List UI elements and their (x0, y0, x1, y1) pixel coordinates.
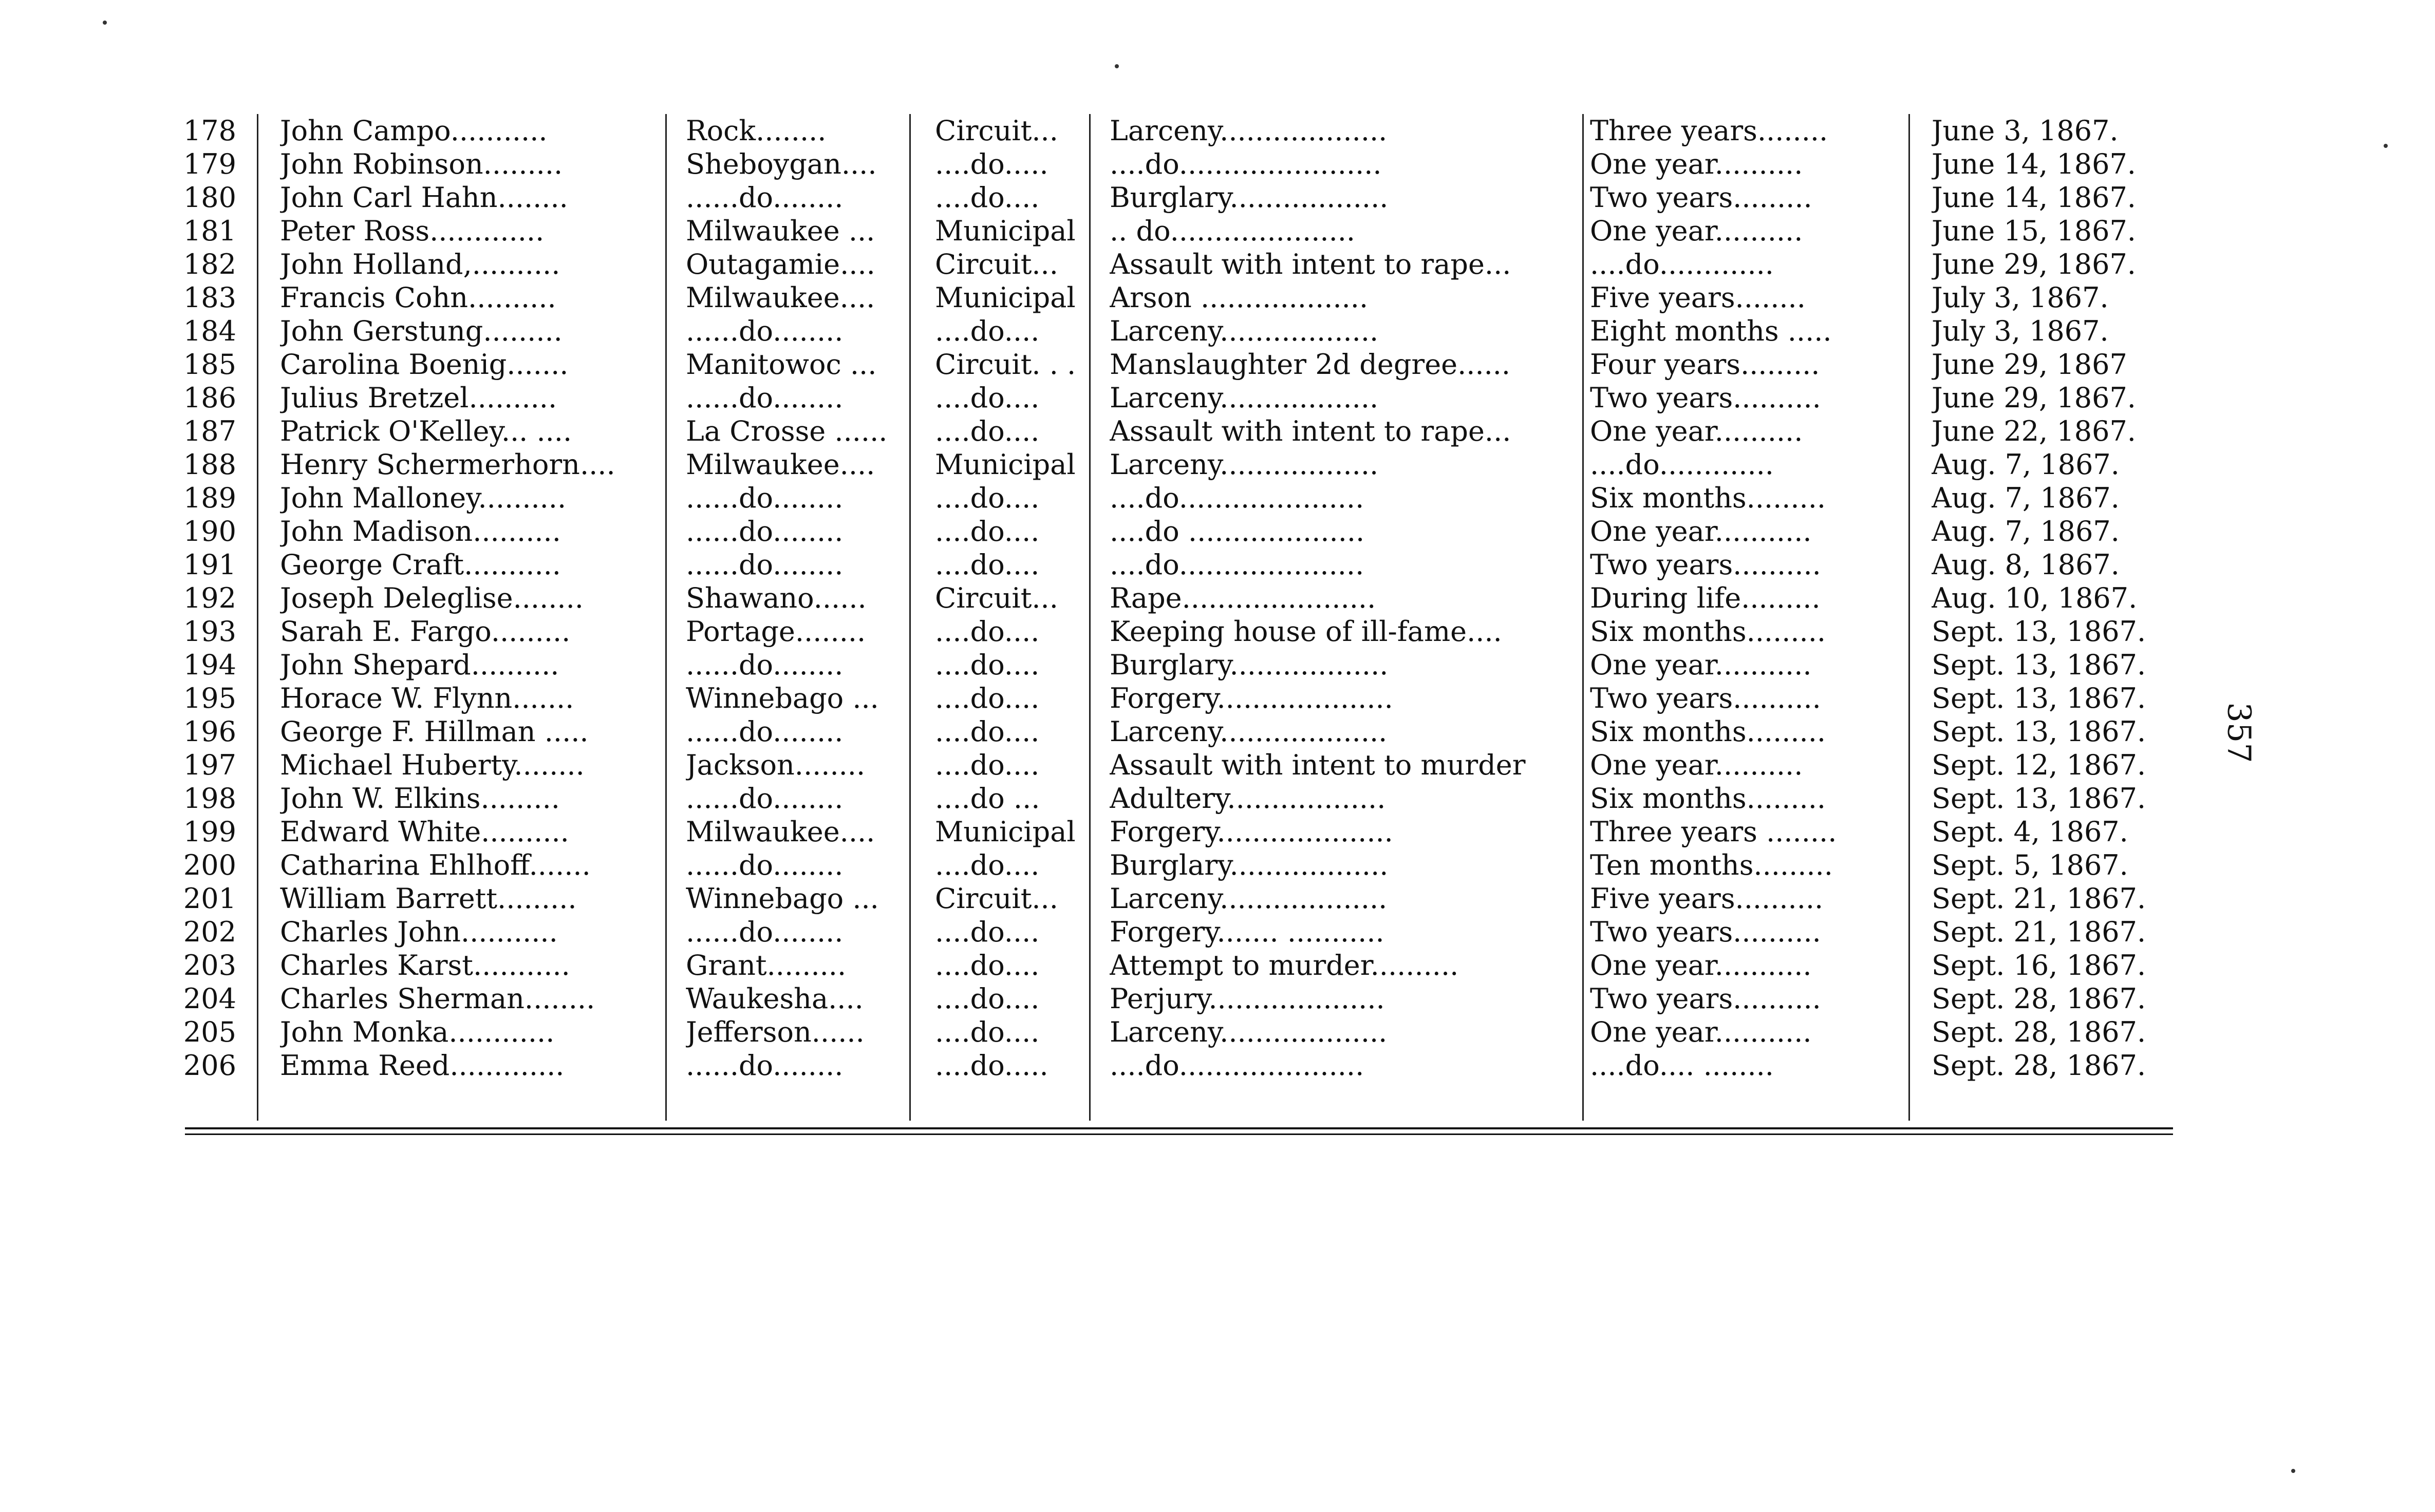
county: ......do........ (686, 916, 844, 948)
sentence-term: One year.......... (1590, 215, 1803, 247)
sentence-date: Aug. 7, 1867. (1932, 515, 2120, 547)
county: Winnebago ... (686, 682, 879, 714)
sentence-date: Aug. 7, 1867. (1932, 482, 2120, 514)
entry-number: 202 (183, 916, 236, 948)
sentence-date: Sept. 21, 1867. (1932, 916, 2146, 948)
sentence-date: Sept. 12, 1867. (1932, 749, 2146, 781)
entry-number: 191 (183, 549, 236, 581)
sentence-date: Aug. 10, 1867. (1932, 582, 2138, 614)
sentence-term: Four years......... (1590, 348, 1820, 381)
table-row (180, 982, 2183, 1015)
paper-speck (1115, 64, 1119, 68)
sentence-term: Two years.......... (1590, 382, 1821, 414)
table-row (180, 448, 2183, 481)
crime: Burglary.................. (1110, 649, 1389, 681)
prisoner-name: Carolina Boenig....... (280, 348, 569, 381)
county: ......do........ (686, 482, 844, 514)
entry-number: 201 (183, 882, 236, 915)
table-row (180, 147, 2183, 181)
sentence-date: June 22, 1867. (1932, 415, 2136, 447)
court: ....do.... (935, 682, 1040, 714)
prisoner-name: Peter Ross............. (280, 215, 545, 247)
crime: Assault with intent to rape... (1110, 248, 1511, 280)
table-row (180, 414, 2183, 448)
table-row (180, 314, 2183, 348)
prisoner-name: John Holland,.......... (280, 248, 560, 280)
prisoner-name: George Craft........... (280, 549, 561, 581)
sentence-date: June 15, 1867. (1932, 215, 2136, 247)
court: ....do.... (935, 549, 1040, 581)
county: ......do........ (686, 315, 844, 347)
crime: Larceny.................. (1110, 315, 1379, 347)
paper-speck (103, 21, 107, 25)
table-row (180, 281, 2183, 314)
sentence-term: Eight months ..... (1590, 315, 1832, 347)
prisoner-name: Joseph Deleglise........ (280, 582, 584, 614)
sentence-term: One year........... (1590, 649, 1812, 681)
crime: Adultery.................. (1110, 782, 1386, 815)
crime: Manslaughter 2d degree...... (1110, 348, 1511, 381)
crime: ....do....................... (1110, 148, 1382, 180)
prisoner-name: John Carl Hahn........ (280, 181, 568, 214)
sentence-date: Sept. 5, 1867. (1932, 849, 2128, 881)
sentence-term: ....do.... ........ (1590, 1049, 1774, 1082)
table-row (180, 1049, 2183, 1082)
entry-number: 188 (183, 448, 236, 481)
entry-number: 178 (183, 115, 236, 147)
prisoner-name: Patrick O'Kelley... .... (280, 415, 572, 447)
table-row (180, 114, 2183, 147)
court: Circuit... (935, 248, 1058, 280)
entry-number: 183 (183, 281, 236, 314)
county: Outagamie.... (686, 248, 875, 280)
court: Municipal (935, 281, 1076, 314)
entry-number: 204 (183, 982, 236, 1015)
sentence-term: Two years......... (1590, 181, 1812, 214)
county: ......do........ (686, 649, 844, 681)
county: Winnebago ... (686, 882, 879, 915)
court: ....do.... (935, 1016, 1040, 1048)
paper-speck (2384, 144, 2388, 148)
crime: Larceny.................. (1110, 382, 1379, 414)
entry-number: 187 (183, 415, 236, 447)
prisoner-name: George F. Hillman ..... (280, 715, 589, 748)
county: Milwaukee.... (686, 281, 875, 314)
sentence-date: Aug. 8, 1867. (1932, 549, 2120, 581)
court: Municipal (935, 448, 1076, 481)
county: Portage........ (686, 615, 866, 648)
prisoner-name: Sarah E. Fargo......... (280, 615, 571, 648)
entry-number: 198 (183, 782, 236, 815)
sentence-date: June 29, 1867. (1932, 248, 2136, 280)
court: ....do.... (935, 649, 1040, 681)
table-row (180, 481, 2183, 515)
entry-number: 195 (183, 682, 236, 714)
sentence-term: Two years.......... (1590, 549, 1821, 581)
crime: ....do..................... (1110, 549, 1364, 581)
county: ......do........ (686, 515, 844, 547)
court: ....do.... (935, 615, 1040, 648)
court: Circuit. . . (935, 348, 1076, 381)
sentence-term: Three years........ (1590, 115, 1828, 147)
entry-number: 181 (183, 215, 236, 247)
sentence-term: Three years ........ (1590, 816, 1837, 848)
crime: Forgery....... ........... (1110, 916, 1384, 948)
sentence-term: Six months......... (1590, 482, 1826, 514)
table-row (180, 815, 2183, 848)
table-row (180, 782, 2183, 815)
sentence-term: ....do............. (1590, 248, 1774, 280)
paper-speck (2291, 1469, 2295, 1473)
court: Municipal (935, 816, 1076, 848)
sentence-date: Sept. 21, 1867. (1932, 882, 2146, 915)
sentence-date: Sept. 28, 1867. (1932, 1049, 2146, 1082)
court: ....do.... (935, 482, 1040, 514)
entry-number: 199 (183, 816, 236, 848)
prison-register-table (180, 114, 2183, 1082)
table-row (180, 214, 2183, 248)
table-row (180, 615, 2183, 648)
county: Rock........ (686, 115, 827, 147)
table-row (180, 548, 2183, 581)
county: ......do........ (686, 849, 844, 881)
sentence-date: Sept. 4, 1867. (1932, 816, 2128, 848)
county: Jackson........ (686, 749, 866, 781)
sentence-term: One year.......... (1590, 415, 1803, 447)
crime: ....do..................... (1110, 482, 1364, 514)
prisoner-name: John Madison.......... (280, 515, 561, 547)
prisoner-name: John W. Elkins......... (280, 782, 560, 815)
sentence-date: June 29, 1867 (1932, 348, 2127, 381)
prisoner-name: Michael Huberty........ (280, 749, 585, 781)
crime: Rape...................... (1110, 582, 1376, 614)
crime: Assault with intent to rape... (1110, 415, 1511, 447)
sentence-term: One year........... (1590, 949, 1812, 981)
crime: Keeping house of ill-fame.... (1110, 615, 1502, 648)
sentence-term: Five years.......... (1590, 882, 1824, 915)
table-row (180, 1015, 2183, 1049)
county: La Crosse ...... (686, 415, 888, 447)
crime: Assault with intent to murder (1110, 749, 1526, 781)
court: ....do.... (935, 982, 1040, 1015)
crime: Forgery.................... (1110, 816, 1393, 848)
prisoner-name: William Barrett......... (280, 882, 577, 915)
county: ......do........ (686, 181, 844, 214)
court: Circuit... (935, 882, 1058, 915)
prisoner-name: Emma Reed............. (280, 1049, 565, 1082)
prisoner-name: Horace W. Flynn....... (280, 682, 574, 714)
county: Manitowoc ... (686, 348, 877, 381)
sentence-term: One year........... (1590, 1016, 1812, 1048)
entry-number: 203 (183, 949, 236, 981)
sentence-term: One year........... (1590, 515, 1812, 547)
county: ......do........ (686, 382, 844, 414)
prisoner-name: Catharina Ehlhoff....... (280, 849, 591, 881)
sentence-term: One year.......... (1590, 749, 1803, 781)
crime: Larceny.................. (1110, 448, 1379, 481)
prisoner-name: Charles Sherman........ (280, 982, 595, 1015)
county: ......do........ (686, 549, 844, 581)
sentence-term: During life......... (1590, 582, 1821, 614)
sentence-term: Five years........ (1590, 281, 1806, 314)
county: Sheboygan.... (686, 148, 877, 180)
table-row (180, 748, 2183, 782)
table-row (180, 181, 2183, 214)
county: Milwaukee ... (686, 215, 875, 247)
court: ....do.... (935, 949, 1040, 981)
crime: Burglary.................. (1110, 181, 1389, 214)
sentence-date: Sept. 13, 1867. (1932, 649, 2146, 681)
sentence-term: Six months......... (1590, 715, 1826, 748)
table-row (180, 915, 2183, 949)
prisoner-name: Charles Karst........... (280, 949, 570, 981)
sentence-date: June 14, 1867. (1932, 148, 2136, 180)
entry-number: 179 (183, 148, 236, 180)
court: ....do.... (935, 415, 1040, 447)
county: Milwaukee.... (686, 816, 875, 848)
sentence-date: Sept. 13, 1867. (1932, 615, 2146, 648)
court: ....do ... (935, 782, 1040, 815)
prisoner-name: Charles John........... (280, 916, 558, 948)
county: Grant......... (686, 949, 847, 981)
county: Milwaukee.... (686, 448, 875, 481)
sentence-date: July 3, 1867. (1932, 315, 2109, 347)
entry-number: 186 (183, 382, 236, 414)
sentence-date: June 14, 1867. (1932, 181, 2136, 214)
sentence-date: Sept. 28, 1867. (1932, 982, 2146, 1015)
entry-number: 194 (183, 649, 236, 681)
crime: ....do..................... (1110, 1049, 1364, 1082)
entry-number: 193 (183, 615, 236, 648)
entry-number: 192 (183, 582, 236, 614)
prisoner-name: Francis Cohn.......... (280, 281, 556, 314)
entry-number: 184 (183, 315, 236, 347)
county: ......do........ (686, 715, 844, 748)
court: ....do..... (935, 1049, 1048, 1082)
crime: Larceny................... (1110, 882, 1388, 915)
entry-number: 196 (183, 715, 236, 748)
table-row (180, 648, 2183, 682)
court: ....do.... (935, 315, 1040, 347)
prisoner-name: John Shepard.......... (280, 649, 559, 681)
court: Circuit... (935, 115, 1058, 147)
table-row (180, 248, 2183, 281)
county: ......do........ (686, 782, 844, 815)
entry-number: 182 (183, 248, 236, 280)
prisoner-name: John Gerstung......... (280, 315, 563, 347)
sentence-date: Aug. 7, 1867. (1932, 448, 2120, 481)
county: Waukesha.... (686, 982, 864, 1015)
sentence-date: Sept. 13, 1867. (1932, 682, 2146, 714)
county: Shawano...... (686, 582, 867, 614)
crime: .. do..................... (1110, 215, 1356, 247)
court: ....do.... (935, 849, 1040, 881)
crime: Larceny................... (1110, 1016, 1388, 1048)
court: ....do.... (935, 916, 1040, 948)
crime: Forgery.................... (1110, 682, 1393, 714)
entry-number: 205 (183, 1016, 236, 1048)
court: Municipal (935, 215, 1076, 247)
court: ....do.... (935, 749, 1040, 781)
court: Circuit... (935, 582, 1058, 614)
county: Jefferson...... (686, 1016, 865, 1048)
sentence-term: Two years.......... (1590, 682, 1821, 714)
page-number: 357 (2220, 702, 2258, 763)
table-row (180, 381, 2183, 414)
court: ....do..... (935, 148, 1048, 180)
entry-number: 180 (183, 181, 236, 214)
prisoner-name: John Monka............ (280, 1016, 555, 1048)
prisoner-name: Edward White.......... (280, 816, 569, 848)
court: ....do.... (935, 715, 1040, 748)
court: ....do.... (935, 382, 1040, 414)
table-row (180, 848, 2183, 882)
table-row (180, 882, 2183, 915)
crime: Perjury.................... (1110, 982, 1385, 1015)
entry-number: 190 (183, 515, 236, 547)
entry-number: 189 (183, 482, 236, 514)
sentence-date: June 29, 1867. (1932, 382, 2136, 414)
entry-number: 206 (183, 1049, 236, 1082)
sentence-date: June 3, 1867. (1932, 115, 2119, 147)
prisoner-name: John Malloney.......... (280, 482, 567, 514)
table-row (180, 682, 2183, 715)
table-row (180, 515, 2183, 548)
table-row (180, 949, 2183, 982)
entry-number: 197 (183, 749, 236, 781)
sentence-date: Sept. 16, 1867. (1932, 949, 2146, 981)
table-row (180, 348, 2183, 381)
prisoner-name: John Campo........... (280, 115, 548, 147)
sentence-term: Two years.......... (1590, 982, 1821, 1015)
sentence-date: Sept. 13, 1867. (1932, 782, 2146, 815)
sentence-term: Ten months......... (1590, 849, 1833, 881)
county: ......do........ (686, 1049, 844, 1082)
table-row (180, 581, 2183, 615)
crime: Larceny................... (1110, 115, 1388, 147)
sentence-date: Sept. 28, 1867. (1932, 1016, 2146, 1048)
sentence-term: ....do............. (1590, 448, 1774, 481)
court: ....do.... (935, 515, 1040, 547)
prisoner-name: Henry Schermerhorn.... (280, 448, 615, 481)
table-row (180, 715, 2183, 748)
entry-number: 200 (183, 849, 236, 881)
crime: Arson ................... (1110, 281, 1369, 314)
court: ....do.... (935, 181, 1040, 214)
crime: Burglary.................. (1110, 849, 1389, 881)
sentence-date: Sept. 13, 1867. (1932, 715, 2146, 748)
sentence-date: July 3, 1867. (1932, 281, 2109, 314)
entry-number: 185 (183, 348, 236, 381)
sentence-term: Six months......... (1590, 615, 1826, 648)
sentence-term: One year.......... (1590, 148, 1803, 180)
bottom-rule (185, 1127, 2173, 1135)
crime: ....do .................... (1110, 515, 1365, 547)
crime: Attempt to murder.......... (1110, 949, 1459, 981)
crime: Larceny................... (1110, 715, 1388, 748)
prisoner-name: Julius Bretzel.......... (280, 382, 557, 414)
prisoner-name: John Robinson......... (280, 148, 563, 180)
sentence-term: Two years.......... (1590, 916, 1821, 948)
sentence-term: Six months......... (1590, 782, 1826, 815)
